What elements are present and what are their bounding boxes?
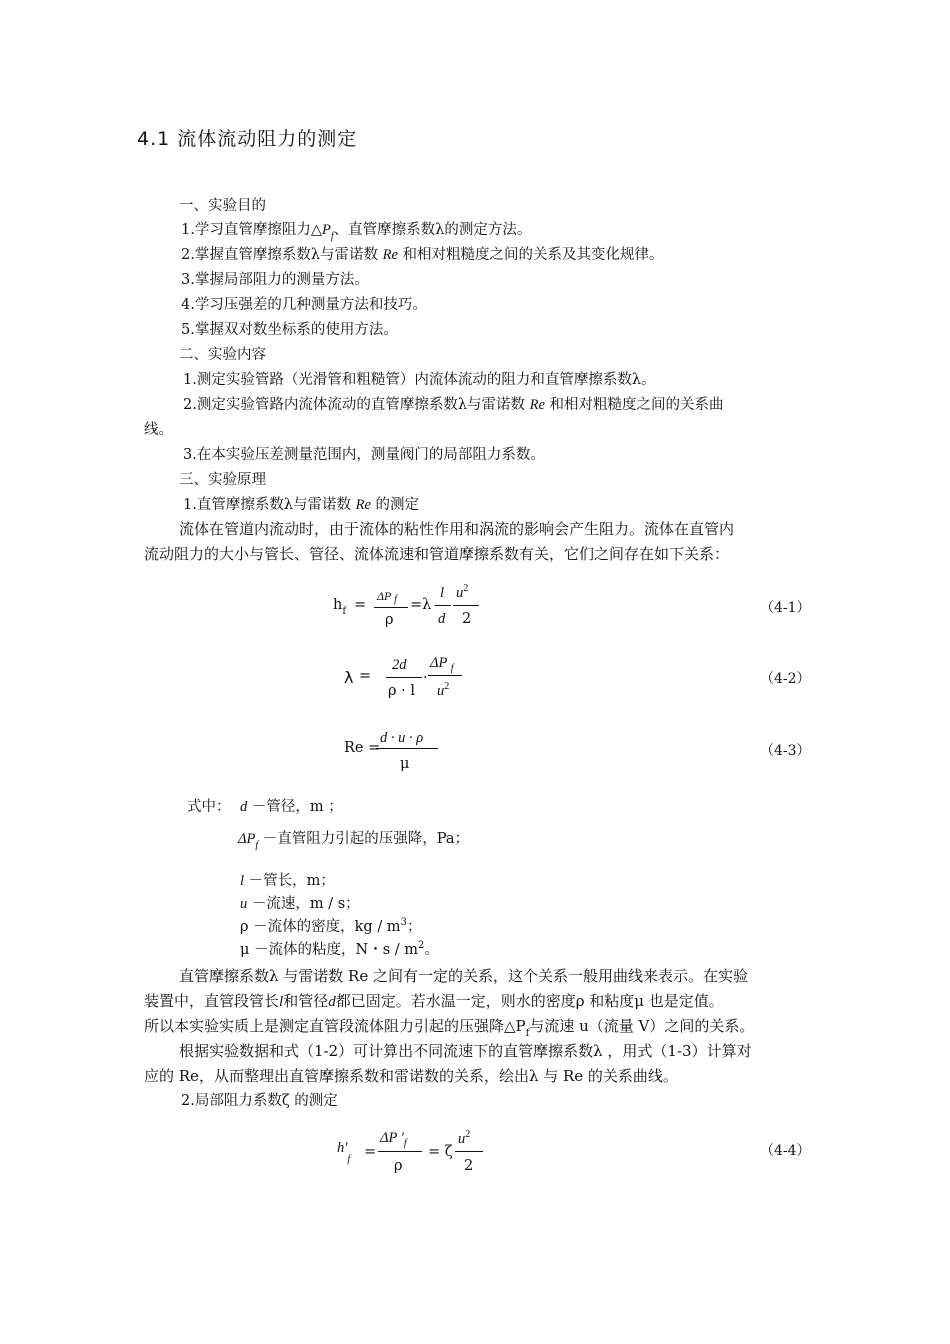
eq4-den2: 2 bbox=[464, 1158, 474, 1174]
eq2-frac-bar-1 bbox=[386, 677, 422, 678]
paragraph-2-line-1: 直管摩擦系数λ 与雷诺数 Re 之间有一定的关系，这个关系一般用曲线来表示。在实验 bbox=[179, 967, 748, 985]
paragraph-2-line-2: 装置中，直管段管长l和管径d都已固定。若水温一定，则水的密度ρ 和粘度μ 也是定值。 bbox=[144, 992, 724, 1010]
eq1-lhs: $h_f$ bbox=[333, 597, 347, 617]
eq2-equals: = bbox=[359, 668, 372, 684]
legend-intro: 式中： bbox=[187, 799, 231, 815]
eq3-lhs: Re = bbox=[344, 740, 381, 756]
eq1-num2: l bbox=[440, 585, 445, 601]
eq1-den2: d bbox=[438, 611, 446, 627]
eq4-frac-bar-1 bbox=[378, 1151, 422, 1152]
eq3-den: μ bbox=[400, 756, 410, 772]
eq3-number: （4-3） bbox=[760, 743, 811, 759]
eq4-num1: ΔP $'_f$ bbox=[380, 1130, 407, 1149]
eq2-dot: · bbox=[423, 670, 428, 686]
principle-subheading-2: 2.局部阻力系数ζ 的测定 bbox=[181, 1093, 338, 1109]
section-heading-contents: 二、实验内容 bbox=[179, 347, 266, 363]
legend-l: l －管长，m； bbox=[240, 873, 335, 889]
section-heading-principle: 三、实验原理 bbox=[179, 472, 266, 488]
paragraph-1-line-1: 流体在管道内流动时，由于流体的粘性作用和涡流的影响会产生阻力。流体在直管内 bbox=[179, 520, 735, 538]
aim-item-1: 1.学习直管摩擦阻力$\triangle P_f$、直管摩擦系数λ的测定方法。 bbox=[181, 222, 532, 242]
eq1-number: （4-1） bbox=[760, 600, 811, 616]
eq1-den1: ρ bbox=[385, 612, 394, 628]
eq4-equals-zeta: = ζ bbox=[428, 1144, 453, 1160]
legend-dp: $\Delta P_f$ －直管阻力引起的压强降，Pa； bbox=[238, 831, 470, 851]
eq2-lhs: λ bbox=[344, 668, 354, 687]
eq4-equals: = bbox=[364, 1144, 377, 1160]
aim-item-3: 3.掌握局部阻力的测量方法。 bbox=[181, 272, 369, 288]
aim-item-5: 5.掌握双对数坐标系的使用方法。 bbox=[181, 322, 398, 338]
eq4-den1: ρ bbox=[394, 1158, 403, 1174]
eq1-frac-bar-3 bbox=[453, 605, 479, 606]
eq2-frac-bar-2 bbox=[428, 675, 462, 676]
eq1-num3: $u^2$ bbox=[456, 583, 469, 601]
content-item-2: 2.测定实验管路内流体流动的直管摩擦系数λ与雷诺数 Re 和相对粗糙度之间的关系曲 bbox=[183, 397, 724, 413]
legend-mu: μ －流体的粘度，N・s / $m^2$。 bbox=[240, 940, 439, 958]
eq2-num2: ΔP $_f$ bbox=[430, 655, 454, 674]
eq2-den2: $u^2$ bbox=[437, 681, 450, 699]
eq1-frac-bar-2 bbox=[435, 605, 451, 606]
eq1-equals-lambda: =λ bbox=[410, 597, 432, 613]
eq2-num1: 2d bbox=[392, 657, 407, 673]
eq4-lhs: $h'_f$ bbox=[337, 1140, 351, 1165]
page-title: 4.1 流体流动阻力的测定 bbox=[137, 128, 358, 150]
eq3-frac-bar bbox=[376, 748, 438, 749]
eq4-number: （4-4） bbox=[760, 1143, 811, 1159]
eq4-num2: $u^2$ bbox=[458, 1129, 471, 1147]
eq3-num: d · u · ρ bbox=[380, 730, 424, 746]
eq1-den3: 2 bbox=[462, 611, 472, 627]
paragraph-3-line-2: 应的 Re，从而整理出直管摩擦系数和雷诺数的关系，绘出λ 与 Re 的关系曲线。 bbox=[144, 1067, 678, 1085]
paragraph-2-line-3: 所以本实验实质上是测定直管段流体阻力引起的压强降$\triangle P_f$与流速 u（流量 V）之间的关系。 bbox=[144, 1017, 755, 1039]
content-item-2-continued: 线。 bbox=[144, 422, 173, 438]
legend-rho: ρ －流体的密度，kg / $m^3$； bbox=[240, 917, 422, 935]
aim-item-2: 2.掌握直管摩擦系数λ与雷诺数 Re 和相对粗糙度之间的关系及其变化规律。 bbox=[181, 247, 664, 263]
content-item-1: 1.测定实验管路（光滑管和粗糙管）内流体流动的阻力和直管摩擦系数λ。 bbox=[183, 372, 656, 388]
legend-d: d －管径，m ； bbox=[240, 799, 343, 815]
aim-item-4: 4.学习压强差的几种测量方法和技巧。 bbox=[181, 297, 427, 313]
eq1-equals: = bbox=[354, 597, 367, 613]
eq2-number: （4-2） bbox=[760, 671, 811, 687]
principle-subheading-1: 1.直管摩擦系数λ与雷诺数 Re 的测定 bbox=[183, 497, 420, 513]
content-item-3: 3.在本实验压差测量范围内，测量阀门的局部阻力系数。 bbox=[183, 447, 545, 463]
paragraph-1-line-2: 流动阻力的大小与管长、管径、流体流速和管道摩擦系数有关，它们之间存在如下关系： bbox=[144, 545, 730, 563]
section-heading-aims: 一、实验目的 bbox=[179, 198, 266, 214]
eq4-frac-bar-2 bbox=[455, 1151, 483, 1152]
eq1-num1: ΔP f bbox=[377, 589, 397, 605]
paragraph-3-line-1: 根据实验数据和式（1-2）可计算出不同流速下的直管摩擦系数λ ，用式（1-3）计算对 bbox=[179, 1042, 752, 1060]
legend-u: u －流速，m / s； bbox=[240, 896, 360, 912]
eq2-den1: ρ · l bbox=[388, 683, 415, 699]
eq1-frac-bar-1 bbox=[374, 607, 408, 608]
